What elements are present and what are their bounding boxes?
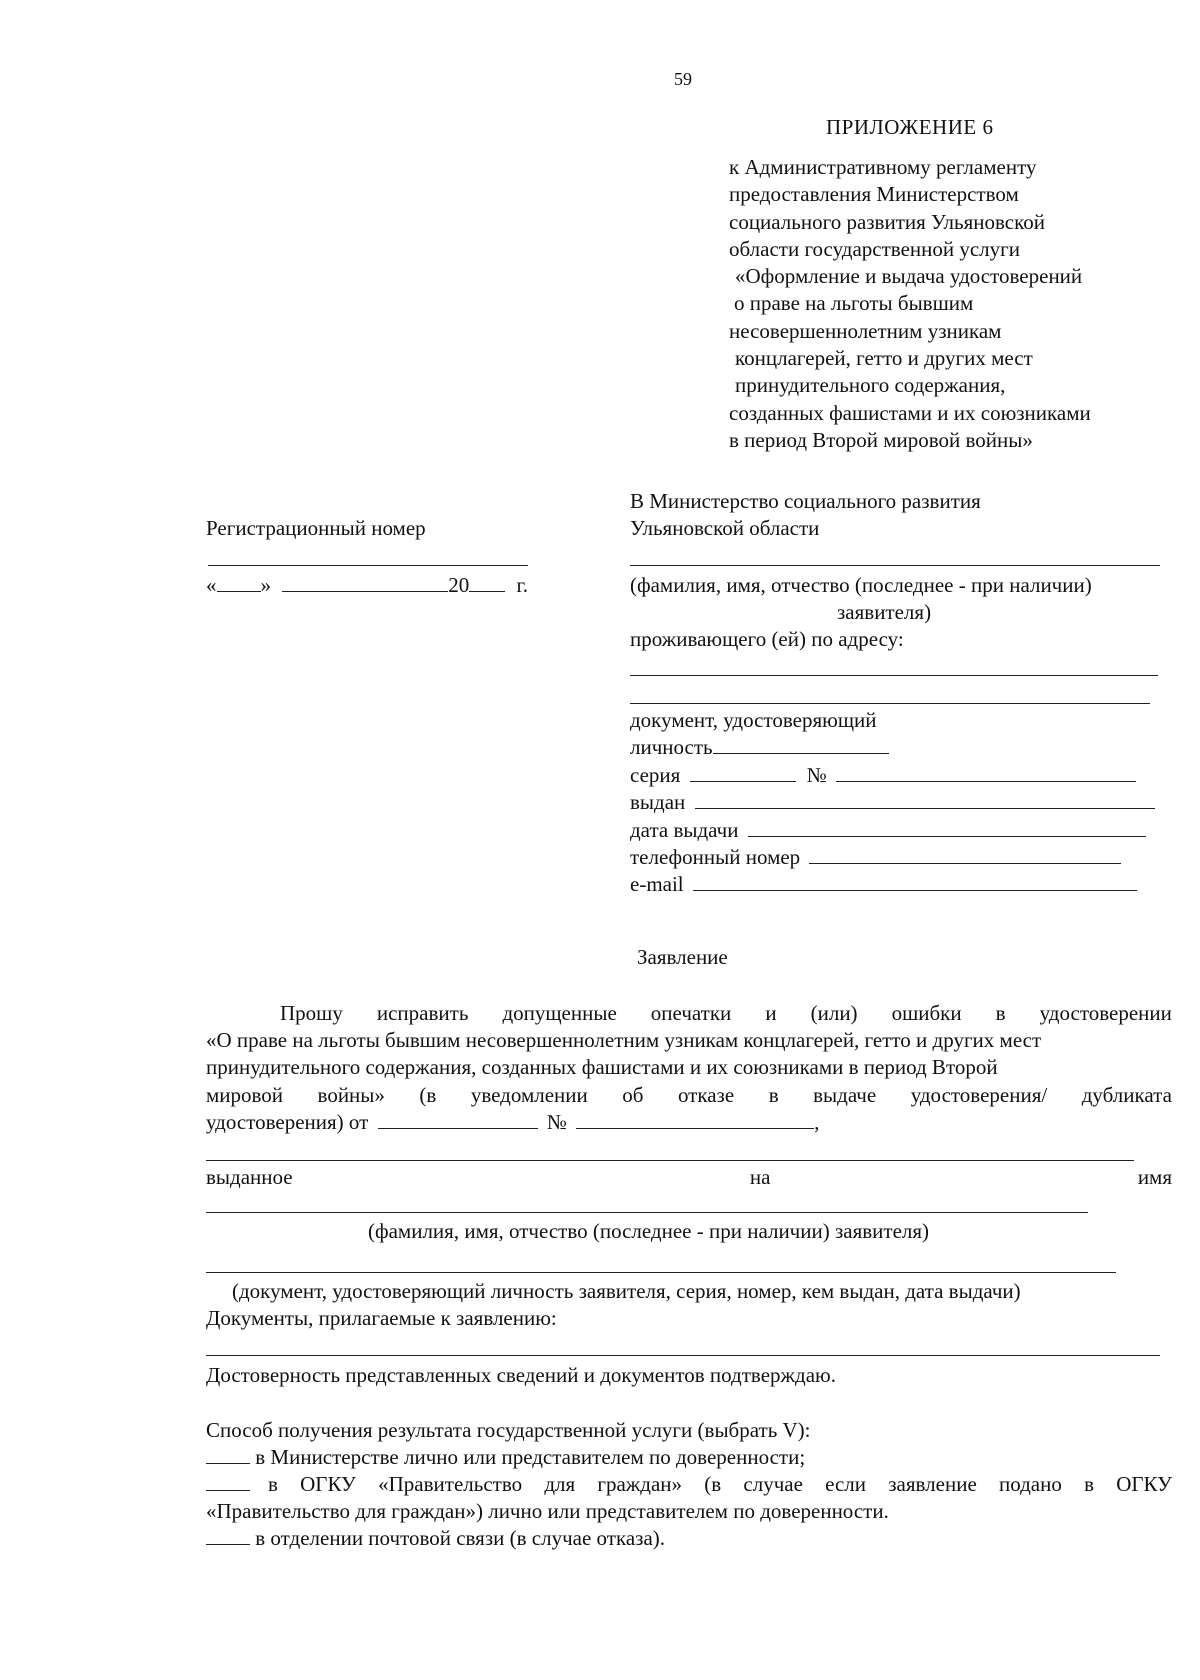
issued-by-field[interactable] <box>695 790 1155 809</box>
statement-line-3: принудительного содержания, созданных фашистами и их союзниками в период Второй <box>206 1055 998 1079</box>
word: заявление <box>888 1472 977 1496</box>
delivery-option-2-check-wrap <box>206 1471 250 1498</box>
id-doc-type-field[interactable] <box>713 735 889 754</box>
email-label: e-mail <box>630 872 684 896</box>
word: в <box>768 1083 779 1107</box>
appendix-line: о праве на льготы бывшим <box>734 291 974 316</box>
issued-to-fio-field[interactable] <box>206 1212 1088 1213</box>
word: случае <box>743 1472 803 1496</box>
word: мировой <box>206 1083 284 1107</box>
word: исправить <box>376 1001 469 1025</box>
delivery-option-2-line-1 <box>268 1471 1172 1498</box>
word: об <box>622 1083 644 1107</box>
appendix-block <box>729 154 1091 454</box>
appendix-line: в период Второй мировой войны» <box>729 427 1033 452</box>
word: «Правительство <box>378 1472 523 1496</box>
issued-to-word: имя <box>1137 1165 1172 1189</box>
recipient-line-1: В Министерство социального развития <box>630 489 981 513</box>
statement-line-4 <box>206 1082 1172 1109</box>
word: (в <box>704 1472 722 1496</box>
word: опечатки <box>650 1001 732 1025</box>
word: ошибки <box>891 1001 962 1025</box>
delivery-option-3-check[interactable] <box>206 1526 250 1545</box>
delivery-option-2-line-2: «Правительство для граждан») лично или представителем по доверенности. <box>206 1499 889 1523</box>
word: (или) <box>810 1001 858 1025</box>
confirm-text: Достоверность представленных сведений и документов подтверждаю. <box>206 1363 836 1387</box>
issued-to-row <box>206 1164 1172 1191</box>
issue-date-field[interactable] <box>748 818 1146 837</box>
applicant-fio-field[interactable] <box>630 565 1160 566</box>
delivery-option-1-check[interactable] <box>206 1445 250 1464</box>
address-field-2[interactable] <box>630 703 1150 704</box>
applicant-fio-caption-2: заявителя) <box>837 600 932 624</box>
word: Прошу <box>280 1001 343 1025</box>
delivery-option-3-label: в отделении почтовой связи (в случае отказа). <box>255 1526 666 1550</box>
appendix-line: области государственной услуги <box>729 236 1021 261</box>
word: выдаче <box>813 1083 877 1107</box>
appendix-title: ПРИЛОЖЕНИЕ 6 <box>826 115 994 139</box>
phone-field[interactable] <box>809 845 1121 864</box>
word: и <box>765 1001 777 1025</box>
appendix-line: к Административному регламенту <box>729 155 1037 179</box>
date-open-quote: « <box>206 573 217 597</box>
phone-row <box>630 844 1121 871</box>
word: отказе <box>677 1083 735 1107</box>
issued-row <box>630 789 1155 816</box>
word: допущенные <box>502 1001 617 1025</box>
word: граждан» <box>597 1472 683 1496</box>
email-row <box>630 871 1137 898</box>
issued-label: выдан <box>630 790 686 814</box>
statement-line-5 <box>206 1109 819 1136</box>
year-prefix: 20 <box>448 573 470 597</box>
word: войны» <box>317 1083 385 1107</box>
appendix-line: созданных фашистами и их союзниками <box>729 400 1091 425</box>
statement-date-prefix: удостоверения) от <box>206 1110 369 1134</box>
registration-year-field[interactable] <box>469 573 505 592</box>
statement-number-sign: № <box>546 1110 567 1134</box>
appendix-line: предоставления Министерством <box>729 182 1019 207</box>
delivery-heading: Способ получения результата государственной услуги (выбрать V): <box>206 1418 811 1442</box>
appendix-line: несовершеннолетним узникам <box>729 318 1002 343</box>
statement-comma: , <box>814 1110 820 1134</box>
appendix-line: социального развития Ульяновской <box>729 209 1045 234</box>
delivery-option-2-check[interactable] <box>206 1472 250 1491</box>
doc-number-field[interactable] <box>836 763 1136 782</box>
statement-number-field[interactable] <box>576 1110 814 1129</box>
appendix-line: «Оформление и выдача удостоверений <box>735 264 1083 289</box>
registration-month-field[interactable] <box>282 573 448 592</box>
series-field[interactable] <box>690 763 796 782</box>
phone-label: телефонный номер <box>630 845 801 869</box>
series-label: серия <box>630 763 681 787</box>
series-row <box>630 762 1136 789</box>
date-close-quote: » <box>260 573 271 597</box>
statement-line-2: «О праве на льготы бывшим несовершеннолетним узникам концлагерей, гетто и других мест <box>206 1028 1042 1052</box>
appendix-line: принудительного содержания, <box>735 373 1006 398</box>
word: для <box>544 1472 576 1496</box>
statement-date-field[interactable] <box>378 1110 538 1129</box>
recipient-line-2: Ульяновской области <box>630 516 820 540</box>
email-field[interactable] <box>693 872 1137 891</box>
word: ОГКУ <box>1116 1472 1172 1496</box>
year-suffix: г. <box>516 573 528 597</box>
word: если <box>825 1472 867 1496</box>
issue-date-label: дата выдачи <box>630 818 739 842</box>
issue-date-row <box>630 817 1146 844</box>
registration-number-field[interactable] <box>208 565 528 566</box>
id-doc-row <box>630 734 889 761</box>
attached-label: Документы, прилагаемые к заявлению: <box>206 1306 557 1330</box>
number-sign: № <box>806 763 827 787</box>
word: в <box>995 1001 1006 1025</box>
word: уведомлении <box>470 1083 588 1107</box>
id-doc-label-1: документ, удостоверяющий <box>630 708 877 732</box>
address-label: проживающего (ей) по адресу: <box>630 627 904 651</box>
registration-day-field[interactable] <box>217 573 261 592</box>
registration-label: Регистрационный номер <box>206 516 426 540</box>
statement-extra-field[interactable] <box>206 1160 1134 1161</box>
appendix-line: концлагерей, гетто и других мест <box>735 346 1033 371</box>
word: дубликата <box>1081 1083 1172 1107</box>
address-field-1[interactable] <box>630 675 1158 676</box>
id-doc-label-2: личность <box>630 735 713 759</box>
word: в <box>268 1472 278 1496</box>
issued-to-doc-caption: (документ, удостоверяющий личность заявителя, серия, номер, кем выдан, дата выдачи) <box>232 1279 1021 1303</box>
word: удостоверения/ <box>910 1083 1048 1107</box>
word: удостоверении <box>1039 1001 1172 1025</box>
word: (в <box>419 1083 437 1107</box>
statement-title: Заявление <box>637 945 728 969</box>
issued-to-fio-caption: (фамилия, имя, отчество (последнее - при наличии) заявителя) <box>368 1219 930 1243</box>
delivery-option-3 <box>206 1525 665 1552</box>
issued-to-doc-field[interactable] <box>206 1272 1116 1273</box>
attached-docs-field[interactable] <box>206 1355 1160 1356</box>
delivery-option-1-label: в Министерстве лично или представителем по доверенности; <box>255 1445 806 1469</box>
word: в <box>1084 1472 1095 1496</box>
issued-to-word: выданное <box>206 1165 293 1189</box>
word: ОГКУ <box>300 1472 356 1496</box>
page-number: 59 <box>674 69 692 89</box>
statement-line-1 <box>280 1000 1172 1027</box>
applicant-fio-caption-1: (фамилия, имя, отчество (последнее - при наличии) <box>630 573 1092 597</box>
delivery-option-1 <box>206 1444 805 1471</box>
issued-to-word: на <box>749 1165 771 1189</box>
word: подано <box>998 1472 1062 1496</box>
registration-date-row <box>206 572 528 599</box>
